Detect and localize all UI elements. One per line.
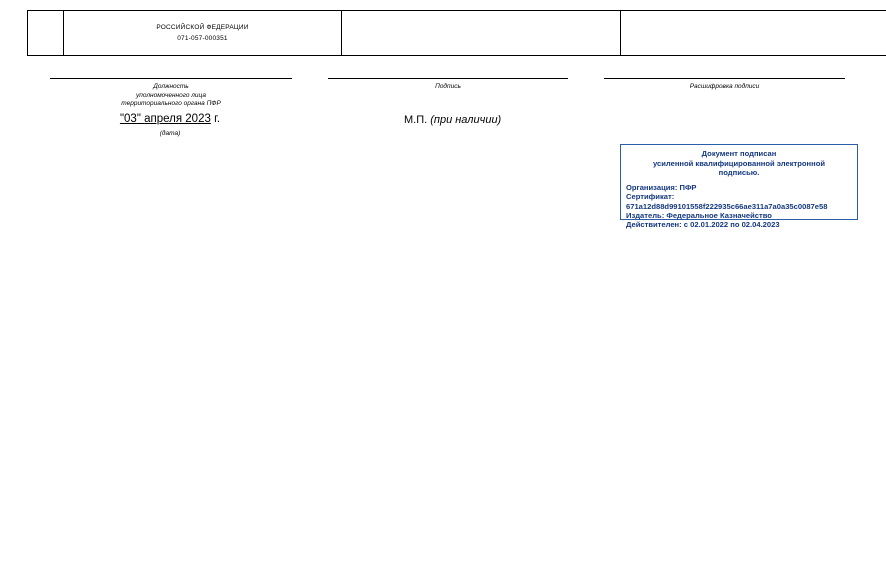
transcript-caption-line-1: Расшифровка подписи [689, 83, 760, 90]
electronic-signature-stamp [620, 144, 858, 230]
esign-validity: Действителен: с 02.01.2022 по 02.04.2023 [626, 220, 780, 230]
date-day-quoted: "03" апреля 2023 [119, 113, 211, 125]
esign-issuer: Издатель: Федеральное Казначейство [626, 211, 772, 220]
header-table [27, 10, 886, 56]
esign-certificate-label: Сертификат: [626, 192, 675, 202]
position-signature-rule [50, 78, 292, 79]
date-caption: (дата) [159, 130, 181, 137]
esign-certificate-value: 671a12d88d99101558f222935c66ae311a7a0a35c0087e58 [626, 201, 828, 211]
organization-code: 071-057-000351 [177, 35, 228, 42]
position-caption [50, 83, 292, 109]
stamp-note [404, 114, 501, 126]
cell-right [621, 11, 886, 56]
signature-caption-line-1: Подпись [435, 83, 461, 90]
table-row [28, 11, 886, 56]
organization-name: РОССИЙСКОЙ ФЕДЕРАЦИИ [156, 24, 249, 31]
esign-title-line-3: подписью. [718, 168, 760, 178]
signature-caption [328, 83, 568, 92]
date-month-year: апреля 2023 [144, 113, 211, 125]
date-day: 03 [124, 113, 137, 125]
position-caption-line-3: территориального органа ПФР [121, 100, 221, 107]
date-year-suffix: г. [214, 113, 221, 125]
esign-organization: Организация: ПФР [626, 182, 697, 192]
esign-title [626, 149, 852, 178]
cell-organization [64, 11, 342, 56]
transcript-rule [604, 78, 845, 79]
stamp-label: М.П. [404, 114, 428, 126]
esign-title-line-1: Документ подписан [701, 149, 777, 158]
cell-index [28, 11, 64, 56]
stamp-note-text: (при наличии) [430, 114, 502, 126]
transcript-caption [604, 83, 845, 92]
signature-rule [328, 78, 568, 79]
cell-middle [342, 11, 621, 56]
esign-title-line-2: усиленной квалифицированной электронной [652, 158, 826, 168]
position-caption-line-1: Должность [153, 83, 189, 90]
date-block [90, 112, 250, 137]
position-caption-line-2: уполномоченного лица [136, 91, 206, 99]
date-value [90, 112, 250, 126]
